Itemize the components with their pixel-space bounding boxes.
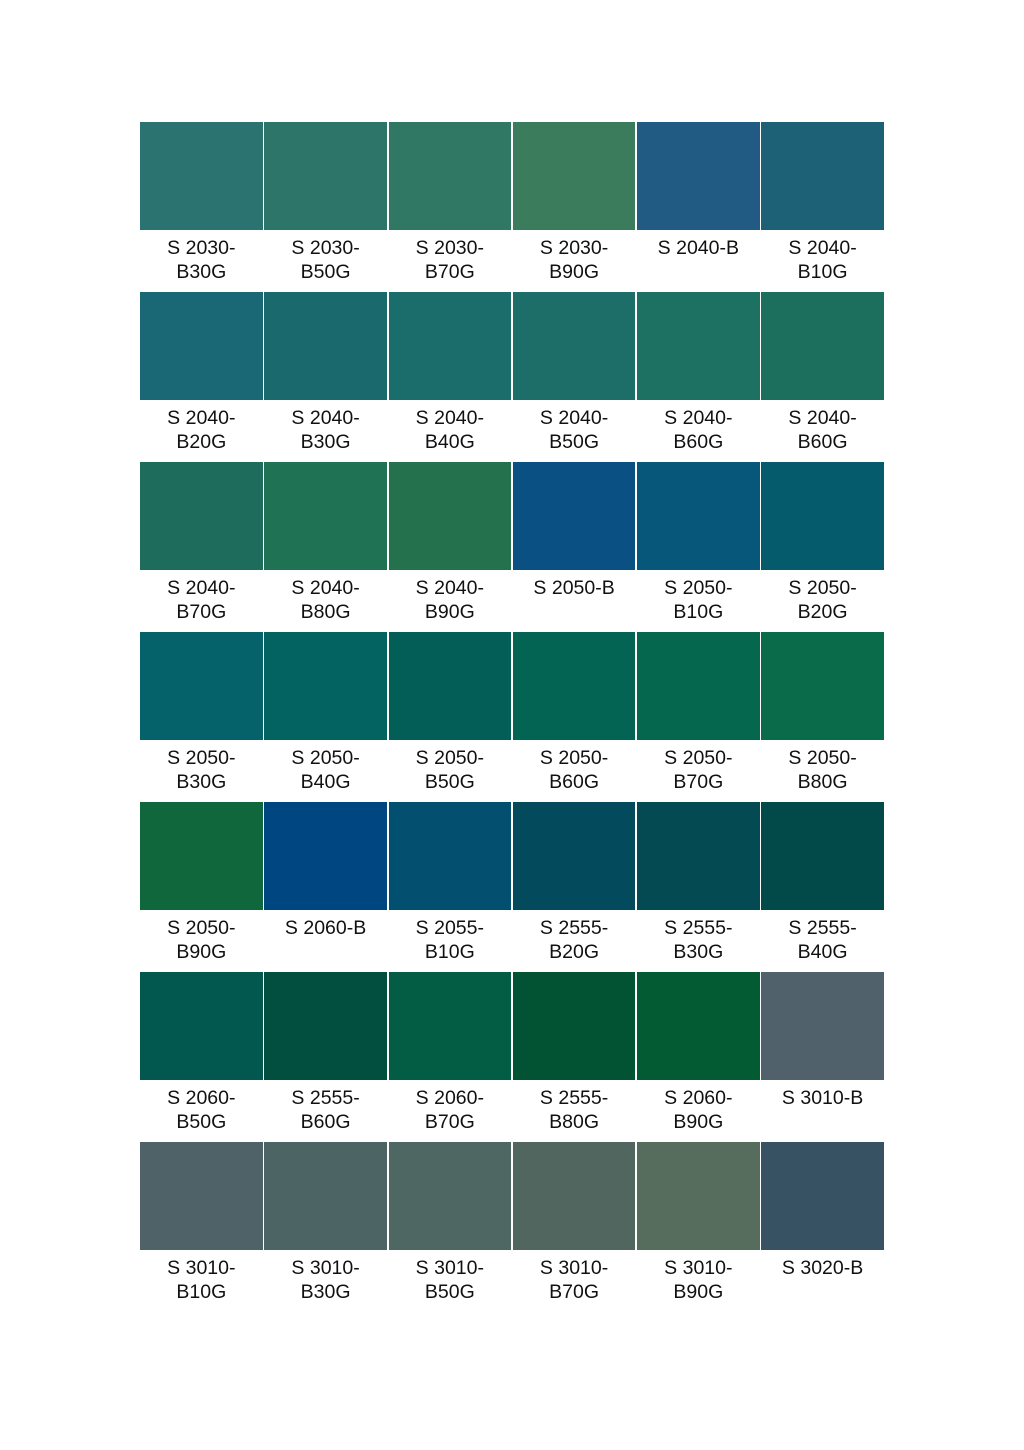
swatch-card <box>637 632 760 802</box>
color-code-label: S 2040- B90G <box>415 577 484 623</box>
swatch-card <box>761 632 884 802</box>
swatch-card <box>761 462 884 632</box>
color-code-label: S 2040- B70G <box>167 577 236 623</box>
color-code-label: S 2050- B50G <box>415 747 484 793</box>
color-code-label: S 2055- B10G <box>415 917 484 963</box>
swatch-card <box>637 802 760 972</box>
swatch-card <box>637 462 760 632</box>
color-code-label: S 2050- B30G <box>167 747 236 793</box>
color-code-label: S 2030- B30G <box>167 237 236 283</box>
color-chip <box>389 632 512 740</box>
color-code-label: S 2030- B50G <box>291 237 360 283</box>
swatch-card <box>264 292 387 462</box>
color-chip <box>637 122 760 230</box>
swatch-card <box>761 1142 884 1312</box>
color-chip <box>140 1142 263 1250</box>
color-chip <box>761 632 884 740</box>
color-chip <box>389 462 512 570</box>
color-chip <box>761 972 884 1080</box>
color-chip <box>761 292 884 400</box>
color-chip <box>513 632 636 740</box>
swatch-card <box>389 632 512 802</box>
swatch-card <box>389 462 512 632</box>
color-code-label: S 2040- B10G <box>788 237 857 283</box>
color-code-label: S 2555- B60G <box>291 1087 360 1133</box>
color-chip <box>264 292 387 400</box>
color-chip <box>513 802 636 910</box>
swatch-card <box>761 972 884 1142</box>
swatch-card <box>389 1142 512 1312</box>
color-chip <box>637 972 760 1080</box>
color-code-label: S 2060-B <box>284 917 367 939</box>
color-code-label: S 2040-B <box>657 237 739 259</box>
color-chip <box>513 462 636 570</box>
swatch-card <box>140 292 263 462</box>
color-code-label: S 2555- B80G <box>539 1087 609 1133</box>
color-swatch-grid <box>140 122 884 1312</box>
color-code-label: S 2060- B90G <box>664 1087 733 1133</box>
color-code-label: S 2555- B40G <box>788 917 857 963</box>
swatch-card <box>513 462 636 632</box>
color-code-label: S 2040- B20G <box>167 407 236 453</box>
color-chip <box>513 1142 636 1250</box>
color-chip <box>389 802 512 910</box>
swatch-card <box>637 122 760 292</box>
color-chip <box>264 802 387 910</box>
color-chip <box>389 1142 512 1250</box>
color-chip <box>140 632 263 740</box>
color-chip <box>637 462 760 570</box>
swatch-card <box>140 802 263 972</box>
swatch-card <box>513 122 636 292</box>
swatch-card <box>513 632 636 802</box>
swatch-card <box>140 1142 263 1312</box>
swatch-card <box>637 292 760 462</box>
color-code-label: S 2040- B40G <box>415 407 484 453</box>
color-code-label: S 3010- B10G <box>167 1257 236 1303</box>
color-code-label: S 3010- B70G <box>539 1257 609 1303</box>
color-chip <box>264 632 387 740</box>
color-chip <box>513 292 636 400</box>
color-code-label: S 2030- B70G <box>415 237 484 283</box>
swatch-card <box>140 632 263 802</box>
color-chip <box>264 972 387 1080</box>
color-code-label: S 3010- B90G <box>664 1257 733 1303</box>
swatch-card <box>513 292 636 462</box>
swatch-card <box>513 1142 636 1312</box>
swatch-card <box>389 972 512 1142</box>
color-chip <box>761 462 884 570</box>
swatch-card <box>513 972 636 1142</box>
color-code-label: S 3010- B50G <box>415 1257 484 1303</box>
swatch-card <box>389 802 512 972</box>
color-chip <box>140 462 263 570</box>
swatch-card <box>264 802 387 972</box>
color-chip <box>513 122 636 230</box>
color-chip <box>761 1142 884 1250</box>
swatch-card <box>140 122 263 292</box>
color-chip <box>389 292 512 400</box>
color-code-label: S 2040- B30G <box>291 407 360 453</box>
color-code-label: S 2050- B80G <box>788 747 857 793</box>
swatch-card <box>389 292 512 462</box>
swatch-card <box>761 122 884 292</box>
color-code-label: S 2040- B60G <box>664 407 733 453</box>
swatch-card <box>264 1142 387 1312</box>
swatch-card <box>264 122 387 292</box>
swatch-card <box>637 972 760 1142</box>
color-chip <box>140 802 263 910</box>
color-chip <box>637 632 760 740</box>
swatch-card <box>389 122 512 292</box>
color-code-label: S 2030- B90G <box>539 237 609 283</box>
swatch-card <box>761 802 884 972</box>
swatch-card <box>264 972 387 1142</box>
color-code-label: S 2050-B <box>533 577 615 599</box>
color-chip <box>389 972 512 1080</box>
color-code-label: S 2040- B60G <box>788 407 857 453</box>
swatch-card <box>513 802 636 972</box>
color-chip <box>761 122 884 230</box>
color-code-label: S 2040- B50G <box>539 407 609 453</box>
color-code-label: S 2050- B60G <box>539 747 609 793</box>
color-chip <box>637 1142 760 1250</box>
color-code-label: S 3010- B30G <box>291 1257 360 1303</box>
color-code-label: S 2040- B80G <box>291 577 360 623</box>
swatch-card <box>140 462 263 632</box>
swatch-card <box>761 292 884 462</box>
color-code-label: S 3010-B <box>781 1087 864 1109</box>
color-chip <box>140 972 263 1080</box>
color-chip <box>637 802 760 910</box>
color-code-label: S 2050- B90G <box>167 917 236 963</box>
color-chip <box>637 292 760 400</box>
swatch-card <box>264 462 387 632</box>
color-chip <box>264 1142 387 1250</box>
color-chip <box>140 292 263 400</box>
color-code-label: S 3020-B <box>781 1257 864 1279</box>
swatch-card <box>264 632 387 802</box>
color-chip <box>761 802 884 910</box>
color-chip <box>140 122 263 230</box>
color-code-label: S 2555- B30G <box>664 917 733 963</box>
swatch-card <box>637 1142 760 1312</box>
color-code-label: S 2050- B10G <box>664 577 733 623</box>
color-code-label: S 2555- B20G <box>539 917 609 963</box>
color-code-label: S 2060- B70G <box>415 1087 484 1133</box>
color-code-label: S 2060- B50G <box>167 1087 236 1133</box>
color-code-label: S 2050- B20G <box>788 577 857 623</box>
color-chip <box>264 122 387 230</box>
swatch-card <box>140 972 263 1142</box>
color-code-label: S 2050- B40G <box>291 747 360 793</box>
color-chip <box>264 462 387 570</box>
color-chip <box>389 122 512 230</box>
color-code-label: S 2050- B70G <box>664 747 733 793</box>
color-chip <box>513 972 636 1080</box>
